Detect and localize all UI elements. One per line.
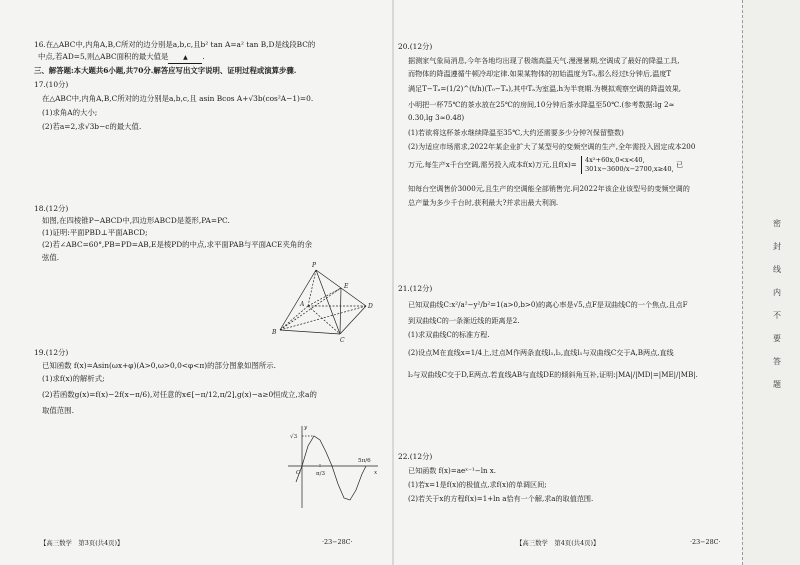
label-e: E (344, 283, 349, 290)
sine-graph (282, 422, 382, 512)
q22-stem: 已知函数 f(x)=aeˣ⁻¹−ln x. (408, 466, 497, 475)
pi3-label: π/3 (316, 471, 326, 477)
q20-part2-line3: 知每台空调售价3000元,且生产的空调能全部销售完.问2022年该企业该型号的变频空调的 (408, 184, 690, 193)
answer-blank: ▲ (168, 53, 202, 64)
q20-part2-line2: 万元,每生产x千台空调,需另投入成本f(x)万元,且f(x)= 4x²+60x,0<x<40, 301x−3600/x−2700,x≥40, 已 (408, 156, 684, 173)
q19-part2-line2: 取值范围. (42, 406, 74, 415)
label-p: P (312, 262, 317, 269)
q21-part2-line1: (2)设点M在直线x=1/4上,过点M作两条直线l₁,l₂,直线l₁与双曲线C交于A,B两点,直线 (408, 348, 674, 357)
q19-part1: (1)求f(x)的解析式; (42, 374, 105, 383)
sine-curve (296, 436, 366, 500)
seal-char: 题 (773, 380, 781, 389)
q20-part2-line4: 总产量为多少千台时,获利最大?并求出最大利润. (408, 198, 559, 207)
seal-char: 要 (773, 334, 781, 343)
q18-part2-line1: (2)若∠ABC=60°,PB=PD=AB,E是棱PD的中点,求平面PAB与平面ACE夹角的余 (42, 240, 313, 249)
origin-label: O (296, 470, 301, 476)
label-b: B (272, 329, 277, 336)
q18-heading: 18.(12分) (34, 204, 69, 213)
footer-page4: 【高三数学 第4页(共4页)】 (516, 539, 600, 547)
q18-part1: (1)证明:平面PBD⊥平面ABCD; (42, 228, 148, 237)
diag-bd (280, 306, 366, 330)
pyramid-figure (270, 262, 380, 342)
q19-stem: 已知函数 f(x)=Asin(ωx+φ)(A>0,ω>0,0<φ<π)的部分图象如图所示. (42, 361, 276, 370)
seal-char: 内 (773, 288, 781, 297)
axis-y-label: y (304, 425, 308, 431)
label-a: A (300, 301, 305, 308)
q20-line5: 0.30,lg 3≈0.48) (408, 113, 465, 122)
5pi6-label: 5π/6 (358, 458, 371, 464)
sqrt3-label: √3 (290, 434, 298, 440)
q22-part2: (2)若关于x的方程f(x)=1+ln a恰有一个解,求a的取值范围. (408, 494, 594, 503)
edge-cd (340, 306, 366, 334)
q18-stem: 如图,在四棱锥P−ABCD中,四边形ABCD是菱形,PA=PC. (42, 216, 230, 225)
q20-line4: 小明把一杯75℃的茶水放在25℃的房间,10分钟后茶水降温至50℃.(参考数据:lg 2≈ (408, 100, 675, 109)
edge-pc (316, 270, 340, 334)
q20-part2-line1: (2)为适应市场需求,2022年某企业扩大了某型号的变频空调的生产,全年需投入固定成本200 (408, 142, 696, 151)
q16-line1: 16.在△ABC中,内角A,B,C所对的边分别是a,b,c,且b² tan A=a² tan B,D是线段BC的 (34, 40, 316, 49)
footer-code-page4: ·23−28C· (690, 538, 721, 546)
q20-line2: 而物体的降温遵循牛顿冷却定律.如果某物体的初始温度为T₀,那么经过t分钟后,温度T (408, 69, 672, 78)
q20-part1: (1)若欲将这杯茶水继续降温至35℃,大约还需要多少分钟?(保留整数) (408, 128, 624, 137)
q21-part1: (1)求双曲线C的标准方程. (408, 330, 490, 339)
q17-stem: 在△ABC中,内角A,B,C所对的边分别是a,b,c,且 asin Bcos A+√3b(cos²A−1)=0. (42, 94, 314, 103)
q21-line2: 到双曲线C的一条渐近线的距离是2. (408, 316, 520, 325)
q20-line1: 据测家气象局消息,今年各地均出现了极端高温天气.漫漫暑期,空调成了最好的降温工具, (408, 56, 680, 65)
seg-ce (340, 288, 341, 334)
footer-page3: 【高三数学 第3页(共4页)】 (40, 539, 124, 547)
edge-bc (280, 330, 340, 334)
q18-part2-line2: 弦值. (42, 253, 60, 262)
q22-part1: (1)若x=1是f(x)的极值点,求f(x)的单调区间; (408, 480, 547, 489)
q19-part2-line1: (2)若函数g(x)=f(x)−2f(x−π/6),对任意的x∈[−π/12,π/2],g(x)−a≥0恒成立,求a的 (42, 390, 317, 399)
q21-heading: 21.(12分) (398, 284, 433, 293)
q17-part2: (2)若a=2,求√3b−c的最大值. (42, 122, 142, 131)
seal-char: 线 (773, 265, 781, 274)
page-4 (394, 0, 740, 565)
piecewise-brace: 4x²+60x,0<x<40, 301x−3600/x−2700,x≥40, (581, 156, 674, 174)
q16-line2: 中点,若AD=5,则△ABC面积的最大值是 ▲ . (38, 52, 205, 64)
seal-char: 密 (773, 219, 781, 228)
axis-x-label: x (374, 470, 378, 476)
label-c: C (340, 337, 345, 344)
section-3-heading: 三、解答题:本大题共6小题,共70分.解答应写出文字说明、证明过程或演算步骤. (34, 66, 297, 75)
diag-ac (308, 306, 340, 334)
footer-code-page3: ·23−28C· (322, 538, 353, 546)
seal-line-notice (770, 212, 784, 396)
q22-heading: 22.(12分) (398, 452, 433, 461)
q21-line1: 已知双曲线C:x²/a²−y²/b²=1(a>0,b>0)的离心率是√5,点F是双曲线C的一个焦点,且点F (408, 300, 688, 309)
edge-pb (280, 270, 316, 330)
page-3 (0, 0, 394, 565)
seal-char: 答 (773, 357, 781, 366)
q17-part1: (1)求角A的大小; (42, 108, 98, 117)
seal-char: 不 (773, 311, 781, 320)
label-d: D (368, 303, 373, 310)
q21-part2-line2: l₂与双曲线C交于D,E两点.若直线AB与直线DE的倾斜角互补,证明:|MA|/|MD|=|ME|/|MB|. (408, 370, 698, 379)
q17-heading: 17.(10分) (34, 80, 69, 89)
edge-pa (308, 270, 316, 306)
seg-ae (308, 288, 341, 306)
seal-char: 封 (773, 242, 781, 251)
q20-heading: 20.(12分) (398, 42, 433, 51)
q19-heading: 19.(12分) (34, 348, 69, 357)
q20-line3: 满足T−Tₐ=(1/2)^(t/h)(T₀−Tₐ),其中Tₐ为室温,h为半衰期.为模拟观察空调的降温效果, (408, 84, 682, 93)
